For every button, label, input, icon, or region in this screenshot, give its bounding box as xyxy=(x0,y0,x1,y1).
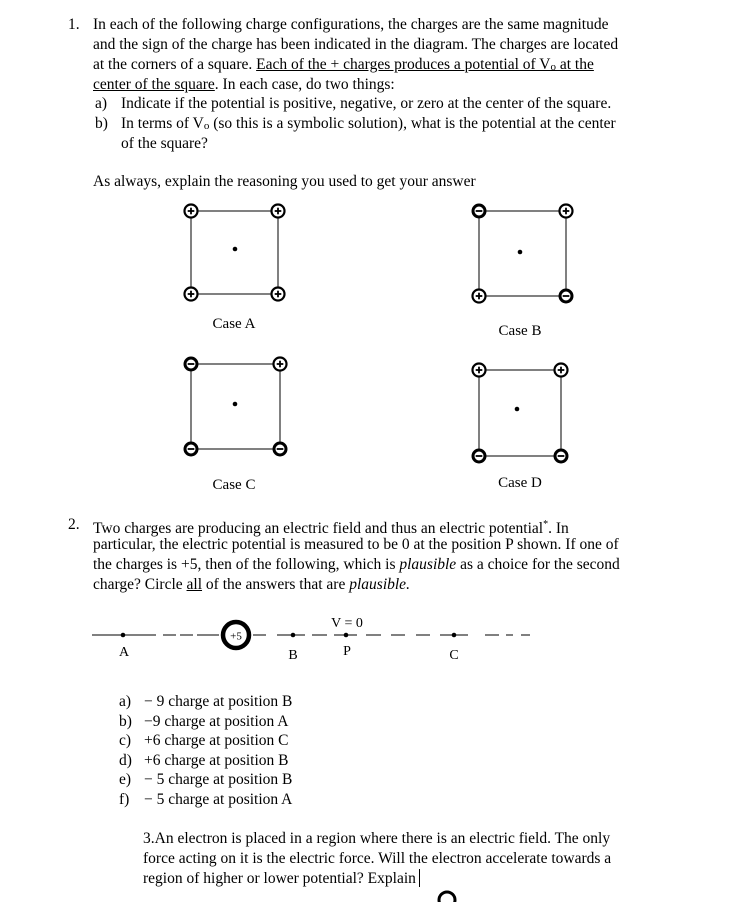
point-c-dot xyxy=(452,633,457,638)
q1-number: 1. xyxy=(68,16,80,33)
case-label: Case B xyxy=(498,323,542,339)
q1-line-3: at the corners of a square. Each of the + charges produces a potential of Vo at the xyxy=(93,56,594,73)
option-b-label: b) xyxy=(119,713,132,730)
q1-part-b-text-2: of the square? xyxy=(121,135,208,152)
partial-charge-symbol xyxy=(432,884,462,902)
option-a-text: − 9 charge at position B xyxy=(144,693,293,710)
point-p-dot xyxy=(344,633,349,638)
q1-reasoning: As always, explain the reasoning you used to get your answer xyxy=(93,173,476,190)
q3-line-1: 3.An electron is placed in a region where there is an electric field. The only xyxy=(143,830,611,847)
q3-line-3: region of higher or lower potential? Explain xyxy=(143,870,416,887)
case-label: Case A xyxy=(212,316,256,332)
q1-part-b-text-1: In terms of Vo (so this is a symbolic solution), what is the potential at the center xyxy=(121,115,616,132)
option-c-label: c) xyxy=(119,732,132,749)
q3-line-2: force acting on it is the electric force. Will the electron accelerate towards a xyxy=(143,850,612,867)
q2-line-2: particular, the electric potential is measured to be 0 at the position P shown. If one of xyxy=(93,536,619,553)
point-b-label: B xyxy=(288,648,298,663)
charge-plus-5-label: +5 xyxy=(230,630,242,643)
q2-line-4: charge? Circle all of the answers that are plausible. xyxy=(93,576,410,593)
option-f-label: f) xyxy=(119,791,130,808)
q2-number: 2. xyxy=(68,516,80,533)
q1-part-a-text: Indicate if the potential is positive, negative, or zero at the center of the square. xyxy=(121,95,612,112)
case-label: Case C xyxy=(212,477,256,493)
text-cursor xyxy=(419,869,420,887)
option-f-text: − 5 charge at position A xyxy=(144,791,293,808)
option-d-text: +6 charge at position B xyxy=(144,752,289,769)
point-p-label: P xyxy=(343,644,351,659)
q1-part-a-label: a) xyxy=(95,95,108,112)
q1-line-4: center of the square. In each case, do two things: xyxy=(93,76,395,93)
option-e-text: − 5 charge at position B xyxy=(144,771,293,788)
q2-line-1: Two charges are producing an electric field and thus an electric potential*. In xyxy=(93,519,569,538)
point-a-label: A xyxy=(118,645,130,660)
point-a-dot xyxy=(121,633,126,638)
q2-line-3: the charges is +5, then of the following, which is plausible as a choice for the second xyxy=(93,556,620,573)
point-b-dot xyxy=(291,633,296,638)
point-c-label: C xyxy=(449,648,459,663)
option-b-text: −9 charge at position A xyxy=(144,713,289,730)
q1-line-1: In each of the following charge configurations, the charges are the same magnitude xyxy=(93,16,609,33)
option-c-text: +6 charge at position C xyxy=(144,732,289,749)
option-a-label: a) xyxy=(119,693,132,710)
option-e-label: e) xyxy=(119,771,132,788)
option-d-label: d) xyxy=(119,752,132,769)
q1-part-b-label: b) xyxy=(95,115,108,132)
case-label: Case D xyxy=(498,475,542,491)
q1-line-2: and the sign of the charge has been indicated in the diagram. The charges are located xyxy=(93,36,619,53)
v-zero-label: V = 0 xyxy=(331,616,363,631)
